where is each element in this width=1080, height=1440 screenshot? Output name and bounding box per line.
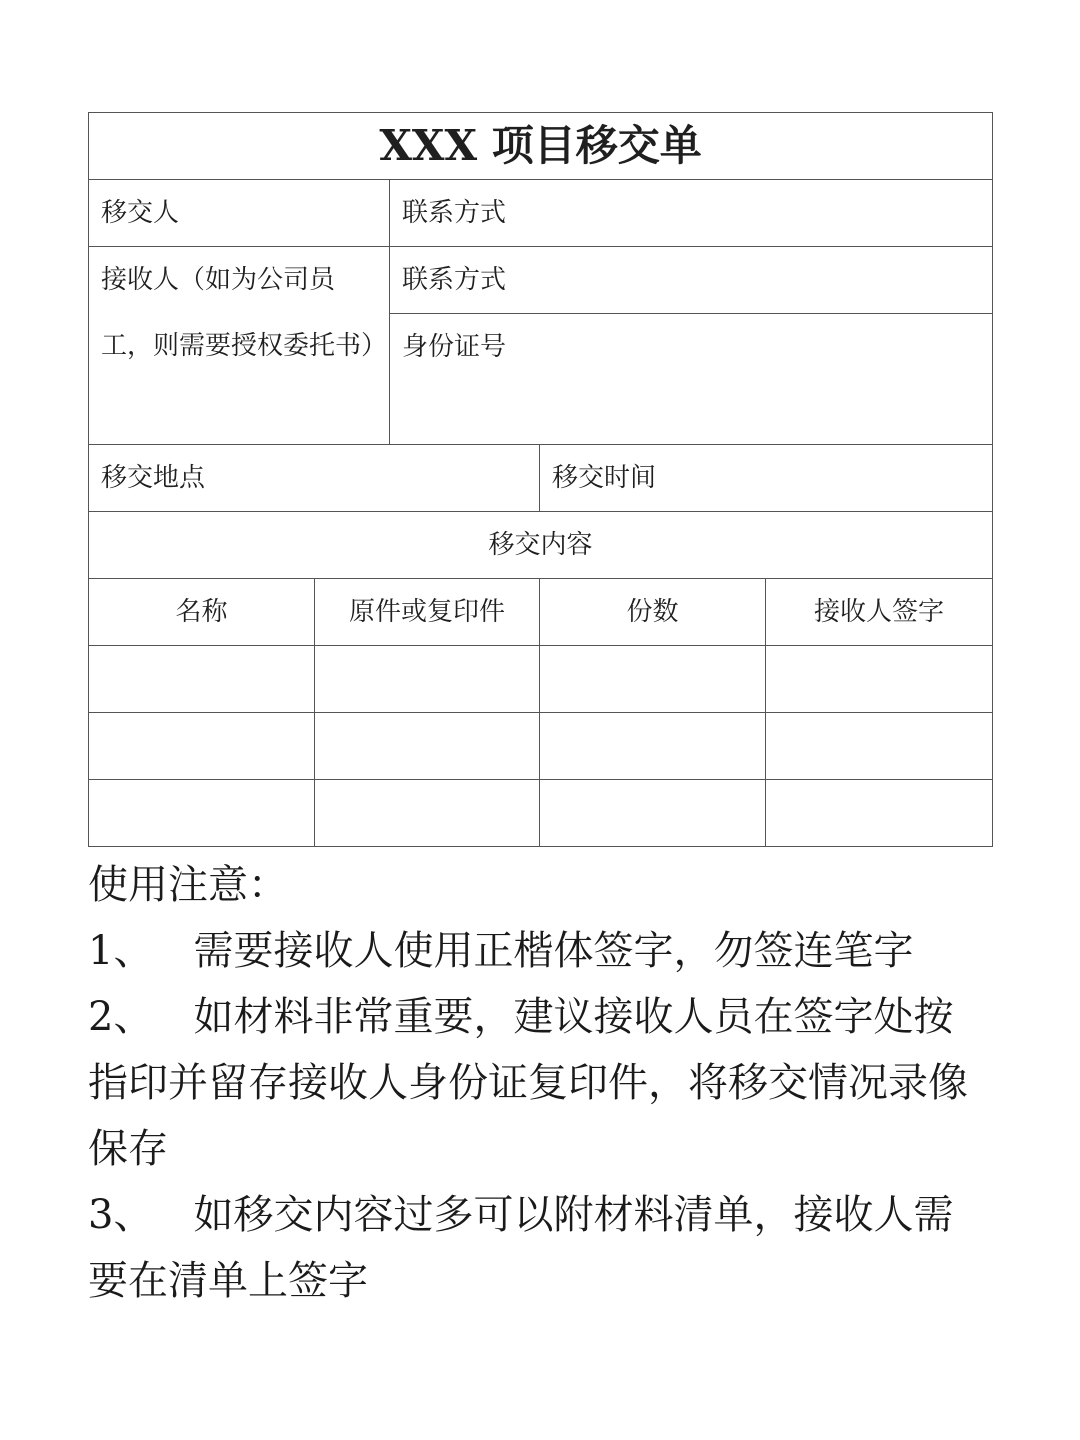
column-header-copy-type: 原件或复印件 (315, 579, 540, 646)
title-row (89, 113, 993, 180)
notes-heading: 使用注意： (88, 862, 288, 908)
location-label: 移交地点 (89, 445, 540, 512)
location-time-row (89, 445, 993, 512)
table-cell[interactable] (766, 646, 993, 713)
table-row (89, 780, 993, 847)
receiver-id-label: 身份证号 (390, 314, 993, 445)
table-cell[interactable] (766, 713, 993, 780)
table-cell[interactable] (315, 646, 540, 713)
note-text: 如材料非常重要，建议接收人员在签字处按指印并留存接收人身份证复印件，将移交情况录像保存 (88, 994, 968, 1172)
column-header-receiver-signature: 接收人签字 (766, 579, 993, 646)
note-number: 1、 (88, 928, 154, 974)
table-cell[interactable] (315, 780, 540, 847)
time-label: 移交时间 (540, 445, 993, 512)
table-row (89, 713, 993, 780)
column-header-quantity: 份数 (540, 579, 766, 646)
content-header-row (89, 512, 993, 579)
note-number: 2、 (88, 994, 154, 1040)
table-cell[interactable] (766, 780, 993, 847)
transferor-contact-label: 联系方式 (390, 180, 993, 247)
column-header-row (89, 579, 993, 646)
receiver-label: 接收人（如为公司员工，则需要授权委托书） (89, 247, 390, 445)
note-item (88, 1182, 992, 1314)
table-cell[interactable] (315, 713, 540, 780)
table-row (89, 646, 993, 713)
usage-notes (88, 852, 992, 1314)
table-cell[interactable] (540, 780, 766, 847)
receiver-row (89, 247, 993, 314)
table-cell[interactable] (89, 713, 315, 780)
table-cell[interactable] (89, 646, 315, 713)
note-text: 需要接收人使用正楷体签字，勿签连笔字 (193, 928, 914, 974)
transferor-label: 移交人 (89, 180, 390, 247)
transferor-row (89, 180, 993, 247)
table-cell[interactable] (540, 713, 766, 780)
note-item (88, 984, 992, 1182)
receiver-contact-label: 联系方式 (390, 247, 993, 314)
content-label: 移交内容 (89, 512, 993, 579)
note-item (88, 918, 992, 984)
note-text: 如移交内容过多可以附材料清单，接收人需要在清单上签字 (88, 1192, 954, 1304)
table-cell[interactable] (540, 646, 766, 713)
table-cell[interactable] (89, 780, 315, 847)
note-number: 3、 (88, 1192, 154, 1238)
transfer-form-table (88, 112, 993, 847)
column-header-name: 名称 (89, 579, 315, 646)
form-title: XXX 项目移交单 (89, 113, 993, 180)
